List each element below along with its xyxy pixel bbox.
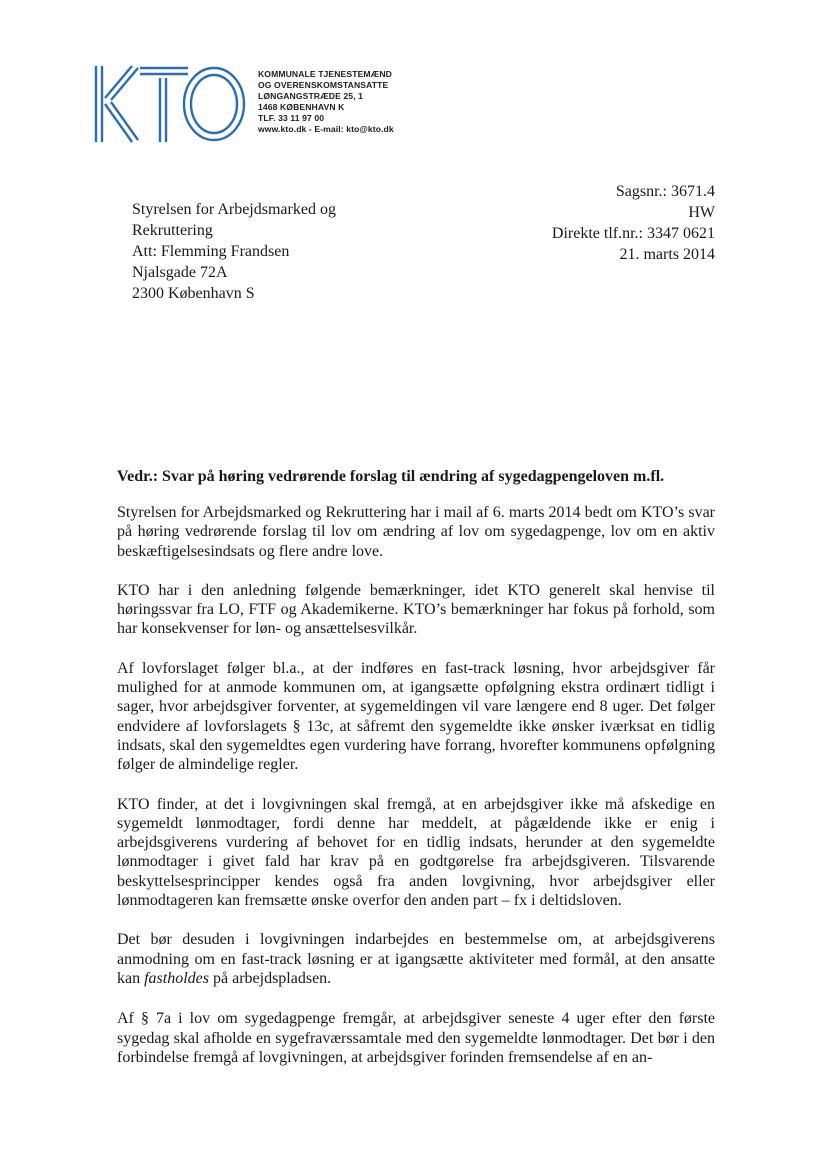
body-paragraph: Af lovforslaget følger bl.a., at der indføres en fast-track løsning, hvor arbejdsgiver får mulighed for at anmode kommunen om, at igangsætte opfølgning ekstra ordinært tidligt i sager, hvor arbejdsgiver forventer, at sygemeldingen vil vare længere end 8 uger. Det følger endvidere af lovforslagets § 13c, at såfremt den sygemeldte ikke ønsker iværksat en tidlig indsats, skal den sygemeldtes egen vurdering have forrang, hvorefter kommunens opfølgning følger de almindelige regler. bbox=[117, 659, 715, 774]
body-paragraph: Styrelsen for Arbejdsmarked og Rekruttering har i mail af 6. marts 2014 bedt om KTO’s svar på høring vedrørende forslag til lov om ændring af lov om sygedagpenge, lov om en aktiv beskæftigelsesindsats og flere andre love. bbox=[117, 504, 715, 560]
letter-subject: Vedr.: Svar på høring vedrørende forslag til ændring af sygedagpengeloven m.fl. bbox=[117, 468, 665, 485]
kto-logo-graphic bbox=[92, 64, 252, 144]
paragraph-text: Det bør desuden i lovgivningen indarbejdes en bestemmelse om, at arbejdsgiverens anmodning om en fast-track løsning er at igangsætte aktiviteter med formål, at den ansatte kan bbox=[117, 931, 715, 987]
body-paragraph: KTO har i den anledning følgende bemærkninger, idet KTO generelt skal henvise til høringssvar fra LO, FTF og Akademikerne. KTO’s bemærkninger har fokus på forhold, som har konsekvenser for løn- og ansættelsesvilkår. bbox=[117, 581, 715, 638]
recipient-line: Styrelsen for Arbejdsmarked og bbox=[132, 201, 336, 218]
recipient-line: Njalsgade 72A bbox=[132, 264, 228, 281]
body-paragraph bbox=[117, 930, 715, 988]
direct-phone: Direkte tlf.nr.: 3347 0621 bbox=[551, 225, 715, 242]
case-number: Sagsnr.: 3671.4 bbox=[615, 183, 715, 200]
body-paragraph: KTO finder, at det i lovgivningen skal fremgå, at en arbejdsgiver ikke må afskedige en sygemeldt lønmodtager, fordi denne har meddelt, at pågældende ikke er enig i arbejdsgiverens vurdering af behovet for en tidlig indsats, herunder at den sygemeldte lønmodtager i givet fald har krav på en godtgørelse fra arbejdsgiveren. Tilsvarende beskyttelsesprincipper kendes også fra anden lovgivning, hvor arbejdsgiver eller lønmodtageren kan fremsætte ønske overfor den anden part – fx i deltidsloven. bbox=[117, 795, 715, 910]
org-line: LØNGANGSTRÆDE 25, 1 bbox=[258, 91, 364, 102]
org-address-block bbox=[258, 69, 394, 136]
org-line: OG OVERENSKOMSTANSATTE bbox=[258, 80, 389, 91]
kto-logo bbox=[92, 64, 252, 144]
initials: HW bbox=[688, 204, 715, 221]
recipient-line: Att: Flemming Frandsen bbox=[132, 243, 290, 260]
letter-meta bbox=[552, 181, 715, 265]
paragraph-text: på arbejdspladsen. bbox=[209, 969, 332, 987]
org-line: KOMMUNALE TJENESTEMÆND bbox=[258, 69, 392, 79]
letter-date: 21. marts 2014 bbox=[619, 246, 715, 263]
org-line: TLF. 33 11 97 00 bbox=[258, 113, 325, 124]
body-paragraph: Af § 7a i lov om sygedagpenge fremgår, at arbejdsgiver seneste 4 uger efter den første sygedag skal afholde en sygefraværssamtale med den sygemeldte lønmodtager. Det bør i den forbindelse fremgå af lovgivningen, at arbejdsgiver forinden fremsendelse af en an- bbox=[117, 1010, 715, 1066]
recipient-address bbox=[132, 199, 336, 304]
org-line: www.kto.dk - E-mail: kto@kto.dk bbox=[258, 124, 394, 135]
emphasized-word: fastholdes bbox=[144, 969, 209, 987]
letter-body bbox=[117, 503, 715, 1087]
org-line: 1468 KØBENHAVN K bbox=[258, 102, 345, 113]
recipient-line: Rekruttering bbox=[132, 222, 213, 239]
recipient-line: 2300 København S bbox=[132, 285, 255, 302]
